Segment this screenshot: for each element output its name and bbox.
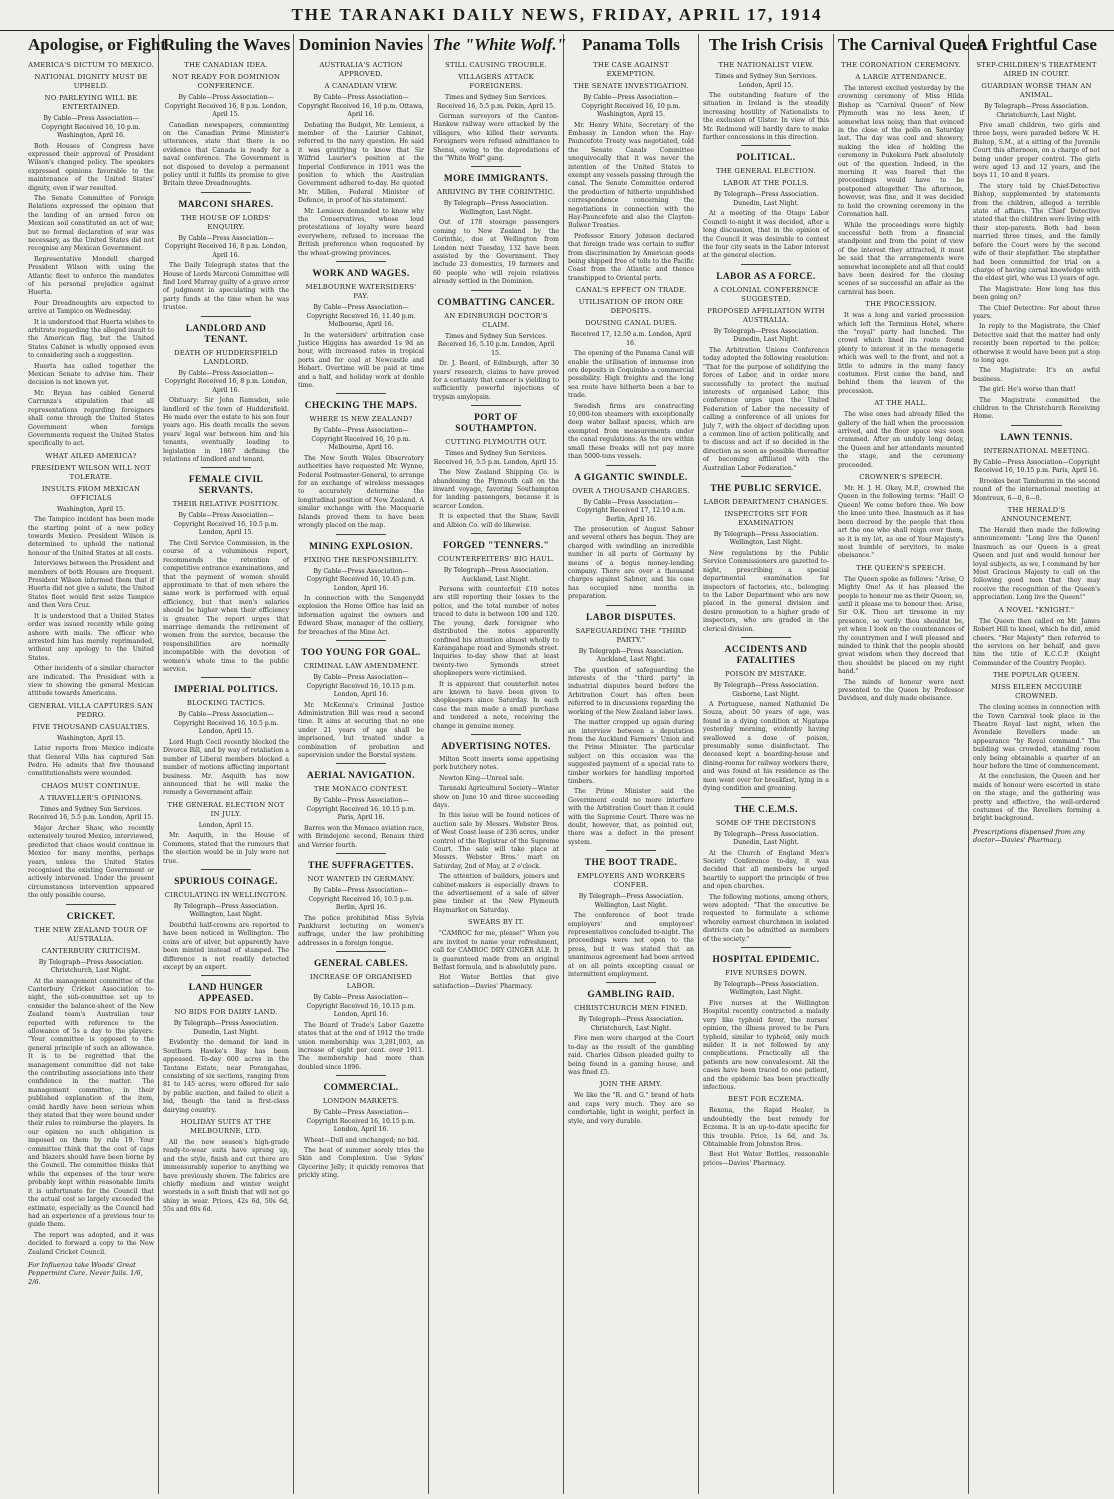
divider [606,982,656,983]
subheading: UTILISATION OF IRON ORE DEPOSITS. [578,298,684,316]
article-paragraph: The question of safeguarding the interests of the "third party" in industrial disputes heard before the Arbitration Court has often been referred to in discussions regarding the working of the New Zealand labor laws. [568,666,694,716]
article-paragraph: In the watersiders' arbitration case Justice Higgins has awarded 1s 9d an hour, with increased rates in tropical ports and for coal at Newcastle and Hobart. Overtime will be paid at time and a half, and holiday work at double time. [298,331,424,389]
section-heading: PORT OF SOUTHAMPTON. [455,413,537,435]
section-heading: A GIGANTIC SWINDLE. [574,472,688,483]
dateline: By Cable—Press Association—Copyright Received 16, 10.5 p.m. London, April 15. [173,512,279,537]
column-headline: Panama Tolls [582,35,680,54]
divider [201,869,251,870]
article-paragraph: The Magistrate: How long has this been going on? [973,285,1100,302]
subheading: NATIONAL DIGNITY MUST BE UPHELD. [34,73,148,90]
dateline: By Telegraph—Press Association. Dunedin, Last Night. [713,327,819,344]
divider [66,904,116,905]
section-heading: ACCIDENTS AND FATALITIES [724,645,808,667]
subheading: POISON BY MISTAKE. [725,670,807,679]
divider [741,145,791,146]
divider [741,476,791,477]
article-paragraph: It is apparent that counterfeit notes are known to have been given to shopkeepers since Saturday. In each case the man made a small purchase and tendered a note, receiving the change in genuine money. [433,680,559,730]
article-paragraph: Both Houses of Congress have expressed their approval of President Wilson's changed policy. The speakers expressed opinions favorable to the maintenance of the United States' dignity, even if war resulted. [28,142,154,192]
article-paragraph: Doubtful half-crowns are reported to have been noticed in Wellington. The coins are of silver, but apparently have been minted instead of stamped. The difference is not readily detected except by an expert. [163,921,289,971]
dateline: By Cable—Press Association—Copyright Received 16, 8 p.m. London, April 16. [164,369,288,394]
dateline: By Telegraph—Press Association. Dunedin, Last Night. [713,830,819,846]
article-paragraph: The Civil Service Commission, in the course of a voluminous report, recommends the retention of competitive entrance examinations, and that the payment of women should approximate to that of men where the same work is performed with equal efficiency, but that men's salaries should be higher when their efficiency is greater. The report urges that marriage demands the retirement of women from the service, because the responsibilities are normally incompatible with the devotion of women's whole time to the public service. [163,539,289,674]
article-paragraph: The girl: He's worse than that! [979,386,1076,394]
section-heading: CHECKING THE MAPS. [304,401,418,412]
subheading: FIVE NURSES DOWN. [725,968,807,977]
section-heading: COMMERCIAL. [323,1083,399,1094]
subheading: THE POPULAR QUEEN. [992,671,1081,680]
divider [741,264,791,265]
subheading: LONDON MARKETS. [322,1097,400,1106]
article-paragraph: The Queen then called on Mr. James Robert Hill to kneel, which he did, amid cheers. "Her Majesty" then referred to the services on her behalf, and gave him the title of K.C.C.P. (Knight Commander of the Country People). [973,617,1100,667]
dateline: Times and Sydney Sun Services. Received 16, 5.10 p.m. London, April 15. [437,332,555,357]
article-paragraph: At a meeting of the Otago Labor Council to-night it was decided, after a long discussion, that in the opinion of the Council it was desirable to contest the four city seats in the Labor interest at the general election. [703,210,829,260]
divider [336,640,386,641]
subheading: AT THE HALL. [874,399,928,408]
article-paragraph: Lord Hugh Cecil recently blocked the Divorce Bill, and by way of retaliation a number of Liberal members blocked a number of motions affecting important business. Mr. Asquith has now announced that he will make the remedy a Government affair. [163,738,289,797]
article-paragraph: Four Dreadnoughts are expected to arrive at Tampico on Wednesday. [28,299,154,316]
dateline: By Telegraph—Press Association. Wellington, Last Night. [173,902,279,919]
divider [201,467,251,468]
section-heading: GENERAL CABLES. [313,959,409,970]
subheading: CANAL'S EFFECT ON TRADE. [575,286,687,295]
column-headline: A Frightful Case [976,35,1097,54]
section-heading: MARCONI SHARES. [178,199,274,210]
divider [606,465,656,466]
subheading: WHAT AILED AMERICA? [45,451,137,460]
dateline: By Cable—Press Association—Copyright Received 16, 8 p.m. London, April 16. [164,234,288,259]
dateline: By Cable—Press Association—Copyright Received 16, 10.15 p.m. Paris, April 16. [973,458,1100,475]
subheading: THE NEW ZEALAND TOUR OF AUSTRALIA. [34,925,148,943]
article-paragraph: The matter cropped up again during an interview between a deputation from the Auckland Farmers' Union and the Prime Minister. The particular subject on this occasion was the suggested payment of a special rate to timber workers for handling imported timbers. [568,719,694,785]
section-heading: THE SUFFRAGETTES. [308,861,414,872]
article-paragraph: The minds of honour were next presented to the Queen by Professor Davidson, and duly made obeisance. [838,678,964,703]
section-heading: CRICKET. [66,911,116,922]
dateline: By Cable—Press Association—Copyright Received 16, 10.45 p.m. London, April 16. [306,567,416,592]
subheading: THE CASE AGAINST EXEMPTION. [593,61,669,78]
column-headline: Apologise, or Fight [28,35,167,54]
divider [471,166,521,167]
article-paragraph: Persons with counterfeit £10 notes are still reporting their losses to the police, and the total number of notes traced to date is between 100 and 120. The young, dark foreigner who distributed the notes apparently confined his attention almost wholly to Karangahape road and Symonds street. Inquiries to-day show that at least twenty-two Symonds street shopkeepers were victimised. [433,586,559,678]
dateline: Times and Sydney Sun Services. Received 16, 5.5 p.m. London, April 15. [433,450,559,466]
article-paragraph: "CAMROC for me, please!" When you are invited to name your refreshment, call for CAMROC DRY GINGER ALE. It is guaranteed made from an original Belfast formula, and is absolutely pure. [433,930,559,971]
section-heading: MORE IMMIGRANTS. [443,174,549,185]
article-paragraph: The Daily Telegraph states that the House of Lords Marconi Committee will find Lord Murray guilty of a grave error of judgment in speculating with the party funds at the time when he was trustee. [163,262,289,312]
article-paragraph: Mr. Asquith, in the House of Commons, stated that the rumours that the election would be in July were not true. [163,832,289,865]
advertisement: Prescriptions dispensed from any doctor—Davies' Pharmacy. [973,827,1086,845]
subheading: INSPECTORS SIT FOR EXAMINATION [724,509,808,527]
article-paragraph: Mr. McKenna's Criminal Justice Administration Bill was read a second time. It aims at securing that no one under 21 years of age shall be imprisoned, but treated under a combination of probation and supervision under the Borstal system. [298,701,424,759]
subheading: CANTERBURY CRITICISM. [41,946,141,955]
dateline: By Cable—Press Association—Copyright Received 16, 10.5 p.m. Berlin, April 16. [308,887,414,912]
column-4 [429,34,567,1494]
subheading: THEIR RELATIVE POSITION. [172,500,280,509]
article-paragraph: It is expected that the Shaw, Savill and Albion Co. will do likewise. [433,513,559,529]
subheading: THE CANADIAN IDEA. [184,61,268,69]
article-paragraph: Five men were charged at the Court to-day as the result of the gambling raid. Charles Gibson pleaded guilty to being found in a gaming house, and was fined £5. [568,1035,694,1077]
dateline: By Cable—Press Association—Copyright Received 16, 11.40 p.m. Melbourne, April 16. [306,304,416,328]
subheading: BEST FOR ECZEMA. [728,1095,804,1104]
subheading: PRESIDENT WILSON WILL NOT TOLERATE. [31,463,151,481]
article-paragraph: Milton Scott inserts some appetising pork butchery notes. [433,755,559,772]
dateline: By Cable—Press Association—Copyright Received 16, 10.15 p.m. Paris, April 16. [306,797,416,822]
article-paragraph: The opening of the Panama Canal will enable the utilisation of immense iron ore deposits in Coquimbo a commercial possibility. High freights and the long sea route have hitherto been a bar to trade. [568,350,694,400]
subheading: DEATH OF HUDDERSFIELD LANDLORD. [174,348,278,366]
article-paragraph: While the proceedings were highly successful both from a financial standpoint and from the point of view of the interest they attracted, it must be said that the arrangements were somewhat incomplete and all that could have been desired for the closing scenes of so successful an affair as the carnival has been. [838,221,964,296]
subheading: STILL CAUSING TROUBLE. [445,61,547,69]
dateline: By Cable—Press Association—Copyright Received 16, 8 p.m. London, April 15. [164,94,288,118]
dateline: By Cable—Press Association—Copyright Received 16, 10.15 p.m. London, April 16. [306,674,416,699]
masthead [0,0,1114,31]
dateline: By Cable—Press Association—Copyright Received 16, 10 p.m. Washington, April 15. [581,94,681,118]
subheading: HOLIDAY SUITS AT THE MELBOURNE, LTD. [180,1118,272,1135]
subheading: A NOVEL "KNIGHT." [998,605,1075,614]
section-heading: THE C.E.M.S. [734,804,798,815]
article-paragraph: The interest excited yesterday by the crowning ceremony of Miss Hilda Bishop as "Carnival Queen" of New Plymouth was no less keen, if somewhat less noisy, than that evinced in the close of the polls on Saturday last. The day was cool and showery, making the idea of holding the ceremony in Pukekura Park absolutely out of the question. Indeed, in the morning it was feared that the proceedings would have to be postponed altogether. The afternoon, however, was fine, and it was decided to hold the crowning ceremony in the Coronation hall. [838,85,964,219]
column-headline: The Irish Crisis [708,35,824,54]
subheading: LABOR AT THE POLLS. [723,179,809,188]
dateline: By Telegraph—Press Association. Christchurch, Last Night. [984,103,1089,119]
article-paragraph: Mr. H. J. H. Okey, M.P., crowned the Queen in the following terms: "Hail! O Queen! We come before thee. We bow the knee unto thee. Inasmuch as it has been decreed by the people that thou art the one who shall reign over them, so it is my lot, as one of Your Majesty's most humble of servitors, to make obeisance." [838,485,964,560]
column-headline: The "White Wolf." [433,35,567,54]
divider [336,951,386,952]
subheading: CRIMINAL LAW AMENDMENT. [303,662,419,671]
dateline: By Cable—Press Association—Copyright Received 17, 12.10 a.m. Berlin, April 16. [576,498,686,523]
column-headline: Ruling the Waves [163,35,291,54]
subheading: A COLONIAL CONFERENCE SUGGESTED. [713,285,819,303]
subheading: VILLAGERS ATTACK FOREIGNERS. [458,73,534,90]
article-paragraph: Evidently the demand for land in Southern Hawke's Bay has been appeased. To-day 600 acres in the Tautane Estate, near Porangahau, consisting of six sections, ranging from 81 to 145 acres, were offered for sale by public auction, and failed to elicit a bid, though the land is first-class dairying country. [163,1039,289,1114]
divider [471,405,521,406]
subheading: WHERE IS NEW ZEALAND? [309,415,413,424]
article-paragraph: Other incidents of a similar character are indicated. The President with a view to showing the general Mexican attitude towards Americans. [28,665,154,698]
advertisement: For Influenza take Woods' Great Peppermint Cure. Never fails. 1/6, 2/6. [28,1260,143,1286]
dateline: By Telegraph—Press Association. Christchurch, Last Night. [578,1016,684,1032]
divider [606,850,656,851]
subheading: CHAOS MUST CONTINUE. [41,781,141,790]
article-paragraph: The outstanding feature of the situation in Ireland is the steadily increasing hostility of Nationalists to the exclusion of Ulster. In view of this Mr. Redmond will hardly dare to make further concessions in this direction. [703,92,829,142]
article-paragraph: In this issue will be found notices of auction sale by Messrs. Webster Bros. of West Coast lease of 236 acres, under control of the Registrar of the Supreme Court. The sale will take place at Messrs. Webster Bros.' mart on Saturday, 2nd of May, at 2 o'clock. [433,812,559,870]
subheading: CHRISTCHURCH MEN FINED. [574,1004,688,1013]
subheading: INTERNATIONAL MEETING. [983,446,1090,455]
article-paragraph: German surveyors of the Canton-Hankow railway were attacked by the villagers, who killed their servants. Foreigners were refused admittance to Shensi, owing to the depredations of the "White Wolf" gang. [433,113,559,163]
dateline: By Cable—Press Association—Copyright Received 16, 10 p.m. Washington, April 16. [41,115,141,139]
subheading: THE HOUSE OF LORDS' ENQUIRY. [180,213,271,231]
article-paragraph: The Tampico incident has been made the starting point of a new policy towards Mexico. President Wilson is determined to uphold the national honour of the United States at all costs. [28,516,154,557]
subheading: FIVE THOUSAND CASUALTIES. [32,722,150,731]
subheading: INCREASE OF ORGANISED LABOR. [310,973,412,991]
section-heading: FORGED "TENNERS." [442,541,550,552]
subheading: SAFEGUARDING THE "THIRD PARTY." [575,626,687,644]
article-paragraph: At the Church of England Men's Society Conference to-day, it was decided that all members be urged heartily to support the principle of free and open churches. [703,849,829,891]
subheading: MISS EILEEN MCGUIRE CROWNED. [990,683,1083,701]
subheading: GUARDIAN WORSE THAN AN ANIMAL. [981,82,1092,99]
section-heading: THE BOOT TRADE. [584,858,678,869]
dateline: By Cable—Press Association—Copyright Received 16, 10 p.m. Melbourne, April 16. [311,427,411,452]
article-paragraph: Wheat—Dull and unchanged; no bid. [304,1136,420,1144]
article-paragraph: The Board of Trade's Labor Gazette states that at the end of 1912 the trade union membership was 3,281,003, an increase of eight per cent. over 1911. The membership had more than doubled since 1896. [298,1021,424,1071]
divider [201,316,251,317]
subheading: DOUSING CANAL DUES. [585,319,677,328]
dateline: Washington, April 15. [57,734,125,742]
article-paragraph: Newton King—Unreal sale. [439,774,525,782]
article-paragraph: At the management committee of the Canterbury Cricket Association to-night, the sub-committee set up to consider the balance-sheet of the New Zealand team's Australian tour reported with reference to the allowance of 5s a day to the players: "Your committee is opposed to the general principle of such an allowance. It is to be regretted that the management committee did not take the contributing associations into their confidence in the matter. The management committee, in their published explanation of the item, could hardly have been serious when they stated that they were bound under their rules to reimburse the players. In our opinion no such obligation is imposed on them by rule 19. Your committee think that the cost of caps and blazers should have been borne by the Council. The committee thinks that while the expenses of the tour were probably kept within reasonable limits it is unfortunate for the Council that the actual cost so largely exceeded the estimate, especially as the Council had had an experience of a previous tour to guide them. [28,977,154,1229]
subheading: CROWNER'S SPEECH. [859,473,943,482]
divider [741,637,791,638]
article-paragraph: We like the "R. and G." brand of hats and caps very much. They are so comfortable, light in weight, perfect in style, and very durable. [568,1092,694,1125]
subheading: CIRCULATING IN WELLINGTON. [164,890,288,899]
subheading: CUTTING PLYMOUTH OUT. [445,438,547,447]
columns-container [24,34,1106,1494]
article-paragraph: It is understood that Huerta wishes to arbitrate regarding the alleged insult to the American flag, but the United States Cabinet is wholly opposed even to considering such a suggestion. [28,318,154,360]
article-paragraph: New regulations by the Public Service Commissioners are gazetted to-night, prescribing a special departmental examination for inspectors of factories, etc., belonging to the Labor Department who are now placed in the general division and desire promotion to a higher grade of inspectors, who are graded in the clerical division. [703,549,829,633]
subheading: MELBOURNE WATERSIDERS' PAY. [305,283,417,300]
dateline: By Cable—Press Association—Copyright Received 16, 10 p.m. Ottawa, April 16. [298,94,424,118]
column-5 [564,34,699,1494]
divider [741,947,791,948]
divider [336,1075,386,1076]
subheading: BLOCKING TACTICS. [186,699,266,708]
subheading: COUNTERFEITERS' BIG HAUL. [437,555,555,564]
article-paragraph: The following motions, among others, were adopted: "That the executive be requested to formulate a scheme whereby earnest churchmen in isolated districts can be admitted as members of the society." [703,893,829,943]
dateline: By Cable—Press Association—Copyright Received 16, 10.15 p.m. London, April 16. [306,994,416,1019]
subheading: INSULTS FROM MEXICAN OFFICIALS [41,484,141,502]
article-paragraph: Best Hot Water Bottles, reasonable prices—Davies' Pharmacy. [703,1151,829,1167]
section-heading: TOO YOUNG FOR GOAL. [301,648,421,659]
article-paragraph: It was a long and varied procession which left the Terminus Hotel, where the "royal" party had lunched. The crowd which lined its route found plenty to interest it in the menagerie which was well to the front, and not a little to admire in the many fancy costumes. First came the band, and behind them the leaven of the procession. [838,312,964,395]
section-heading: SPURIOUS COINAGE. [174,876,278,887]
article-paragraph: Canadian newspapers, commenting on the Canadian Prime Minister's utterances, state that there is no evidence that Canada is ready for a naval conference. The Government is not disposed to develop a permanent policy until it fulfils its promise to give Britain three Dreadnoughts. [163,121,289,188]
subheading: NO PARLEYING WILL BE ENTERTAINED. [44,94,138,111]
article-paragraph: Taranaki Agricultural Society—Winter show on June 10 and three succeeding days. [433,785,559,809]
dateline: Times and Sydney Sun Services. Received 16, 5.5 p.m. Pekin, April 15. [436,94,556,110]
dateline: By Telegraph—Press Association. Auckland, Last Night. [443,567,549,583]
divider [201,975,251,976]
dateline: London, April 15. [198,821,254,829]
divider [1011,425,1062,426]
article-paragraph: Mr. Bryan has cabled General Carranza's stipulation that all representations regarding foreigners shall come through the United States Government when foreign Governments request the United States specifically to act. [28,389,154,448]
article-paragraph: The Herald then made the following announcement: "Long live the Queen! Inasmuch as our Queen is a great Queen and just and would honour her loyal subjects, as we, I command by her Most Gracious Majesty to call on the following good men that they may receive the recognition of the Queen's appreciation. Long live the Queen!" [973,527,1100,602]
dateline: Received 17, 12.50 a.m. London, April 16. [570,331,692,347]
section-heading: FEMALE CIVIL SERVANTS. [188,475,264,497]
section-heading: POLITICAL. [736,153,796,164]
divider [741,797,791,798]
column-headline: Dominion Navies [298,35,424,54]
article-paragraph: In connection with the Sengenydd explosion the Home Office has laid an information against the owners and Edward Shaw, manager of the colliery, for breaches of the Mine Act. [298,595,424,636]
dateline: By Telegraph—Press Association. Wellington, Last Night. [713,980,819,997]
subheading: THE GENERAL ELECTION. [716,167,816,176]
subheading: PROPOSED AFFILIATION WITH AUSTRALIA. [707,306,825,324]
article-paragraph: Interviews between the President and members of both Houses are frequent. President Wilson informed them that if Huerta did not give a salute, the United States fleet would first seize Tampico and then Vera Cruz. [28,560,154,610]
article-paragraph: The conference of boot trade employers' and employees' representatives concluded to-night. The proceedings were not open to the press, but it was stated that an unanimous agreement had been arrived at on all points excepting casual or intermittent employment. [568,912,694,979]
section-heading: LAWN TENNIS. [1000,432,1073,443]
article-paragraph: A Portuguese, named Nathaniel De Souza, about 50 years of age, was found in a dying condition at Ngatapa yesterday morning, evidently having swallowed a dose of poison, presumably some disinfectant. The deceased kept a boarding-house and dining-rooms for railway workers there, and was found at his residence as the men went over for breakfast, lying in a dying condition and groaning. [703,701,829,793]
dateline: By Telegraph—Press Association. Wellington, Last Night. [578,893,684,909]
section-heading: LABOR AS A FORCE. [716,271,816,282]
article-paragraph: Mr. Lemieux demanded to know why the Conservatives, whose loud protestations of loyalty were heard everywhere, refused to increase the British preference when requested by the wheat-growing provinces. [298,207,424,257]
subheading: A TRAVELLER'S OPINIONS. [39,793,143,802]
divider [336,261,386,262]
article-paragraph: The attention of builders, joiners and cabinet-makers is especially drawn to the advertisement of a sale of silver pine timber at the New Plymouth Haymarket on Saturday. [433,873,559,914]
dateline: Times and Sydney Sun Services. Received 16, 5.5 p.m. London, April 15. [28,805,154,822]
article-paragraph: Debating the Budget, Mr. Lemieux, a member of the Laurier Cabinet, referred to the navy question. He said it was gratifying to know that Sir Wilfrid Laurier's position at the Imperial Conference in 1911 was the position to which the Australian Government adhered to-day. He quoted Mr. Millen, Federal Minister of Defence, in proof of his statement. [298,121,424,205]
subheading: FIXING THE RESPONSIBILITY. [303,555,419,564]
article-paragraph: At the conclusion, the Queen and her maids of honour were escorted in state on the stage, and the gathering was pretty and effective, the well-ordered costumes of the Revellers forming a bright background. [973,773,1100,823]
subheading: GENERAL VILLA CAPTURES SAN PEDRO. [28,701,154,719]
column-3 [294,34,429,1494]
subheading: LABOR DEPARTMENT CHANGES. [703,497,829,506]
section-heading: MINING EXPLOSION. [309,541,413,552]
dateline: By Telegraph—Press Association. Auckland, Last Night. [578,647,684,664]
article-paragraph: The report was adopted, and it was decided to forward a copy to the New Zealand Cricket Council. [28,1231,154,1256]
article-paragraph: The prosecution of August Sabner and several others has begun. They are charged with swindling an incredible number in all parts of Germany by means of a bogus money-lending company. There are over a thousand charges against Sabner, and his case has occupied nine months in preparation. [568,526,694,601]
article-paragraph: It is understood that a United States order was issued recently while going ashore with mails. The officer who arrested him has merely reprimanded, without any apology to the United States. [28,612,154,662]
article-paragraph: The New South Wales Observatory authorities have requested Mr. Wynne, Federal Postmaster-General, to arrange for an exchange of wireless messages to accurately determine the longitudinal position of New Zealand. A similar exchange with the Macquarie Islands proved them to have been wrongly placed on the map. [298,454,424,530]
section-heading: LANDLORD AND TENANT. [185,323,267,345]
section-heading: COMBATTING CANCER. [437,297,555,308]
article-paragraph: Brookes beat Tamburini in the second round of the international meeting at Montreux, 6—0, 6—0. [973,477,1100,502]
section-heading: GAMBLING RAID. [587,990,675,1001]
column-7 [834,34,987,1494]
article-paragraph: Rexona, the Rapid Healer, is undoubtedly the best remedy for Eczema. It is an up-to-date specific for this trouble. Price, 1s 6d, and 3s. Obtainable from Johnston Bros. [703,1107,829,1149]
subheading: SWEARS BY IT. [468,918,524,927]
section-heading: IMPERIAL POLITICS. [173,685,279,696]
article-paragraph: Dr. J. Beard, of Edinburgh, after 30 years' research, claims to have proved for a certainty that cancer is yielding to sufficiently powerful injections of trypsin amylopsin. [433,360,559,401]
subheading: THE NATIONALIST VIEW. [718,61,814,69]
section-heading: THE PUBLIC SERVICE. [710,483,822,494]
divider [471,533,521,534]
divider [201,192,251,193]
article-paragraph: The Magistrate committed the children to the Christchurch Receiving Home. [973,396,1100,421]
dateline: By Cable—Press Association—Copyright Received 16, 10.5 p.m. London, April 15. [173,711,279,736]
subheading: THE CORONATION CEREMONY. [841,61,961,69]
article-paragraph: The New Zealand Shipping Co. is abandoning the Plymouth call on the inward voyage, favoring Southampton for landing passengers, because it is scarcer London. [433,469,559,510]
divider [201,677,251,678]
article-paragraph: The Prime Minister said the Government could no more interfere with the Arbitration Court than it could with the Supreme Court. There was no doubt, however, that, as pointed out, there was a defect in the present system. [568,788,694,846]
article-paragraph: Five small children, two girls and three boys, were paraded before W. H. Bishop, S.M., at a sitting of the Juvenile Court this afternoon, on a charge of not being under proper control. The girls were aged 13 and 12 years, and the boys 11, 10 and 8 years. [973,122,1100,180]
column-6 [699,34,834,1494]
dateline: Times and Sydney Sun Services. London, April 15. [715,73,817,89]
divider [471,734,521,735]
subheading: A CANADIAN VIEW. [324,82,398,90]
article-paragraph: Five nurses at the Wellington Hospital recently contracted a malady very like typhoid fever, the nurses' opinion, the illness proved to be Para typhoid, similar to typhoid, only much milder. It is not followed by any complications. Practically all the patients are now convalescent. All the cases have been traced to one patient, and the epidemic has been practically infectious. [703,999,829,1092]
article-paragraph: The story told by Chief-Detective Bishop, supplemented by statements from the children, alleged a terrible state of affairs. The Chief Detective stated that the children were living with their step-parents. Both had been married three times, and the family before the Court were by the second wife of their stepfather. The stepfather had been committed for trial on a charge of having carnal knowledge with the eldest girl, who was 13 years of age. [973,182,1100,283]
subheading: NOT WANTED IN GERMANY. [307,875,415,884]
dateline: Washington, April 15. [57,505,125,513]
article-paragraph: Later reports from Mexico indicate that General Villa has captured San Pedro. He admits that five thousand constitutionalists were wounded. [28,745,154,778]
dateline: By Telegraph—Press Association. Dunedin, Last Night. [713,191,819,207]
subheading: THE SENATE INVESTIGATION. [573,82,689,90]
article-paragraph: The Senate Committee of Foreign Relations expressed the opinion that the landing of an armed force on Mexican soil constituted an act of war, but no formal declaration of war was necessary, as the United States did not recognise any Mexican Government. [28,194,154,253]
article-paragraph: The police prohibited Miss Sylvia Pankhurst lecturing on women's suffrage, under the law prohibiting addresses in a foreign tongue. [298,914,424,947]
article-paragraph: The Magistrate: It's an awful business. [973,367,1100,383]
subheading: EMPLOYERS AND WORKERS CONFER. [576,872,686,890]
article-paragraph: The Chief Detective: For about three years. [973,304,1100,320]
subheading: AUSTRALIA'S ACTION APPROVED. [319,61,403,78]
subheading: THE MONACO CONTEST. [313,785,409,794]
article-paragraph: The wise ones had already filled the gallery of the hall when the procession arrived, and the floor space was soon crammed. After an unduly long delay, the Queen and her attendants mounted the stage, and the ceremony proceeded. [838,411,964,469]
dateline: By Telegraph—Press Association. Gisborne, Last Night. [713,682,819,698]
article-paragraph: In reply to the Magistrate, the Chief Detective said that the matter had only recently been reported to the police; otherwise it would have been put a stop to long ago. [973,323,1100,364]
divider [336,393,386,394]
subheading: JOIN THE ARMY. [599,1080,663,1089]
subheading: SOME OF THE DECISIONS [715,818,817,827]
article-paragraph: Obituary: Sir John Ramsden, sole landlord of the town of Huddersfield. He made over the estate to his son four years ago. His death recalls the seven years' legal war between him and his tenants, eventually leading to legislation in 1867 defining the relations of landlord and tenant. [163,397,289,464]
article-paragraph: Major Archer Shaw, who recently extensively toured Mexico, interviewed, predicted that chaos would continue in Mexico for many months, perhaps years, unless the United States recognised the existing Government or actively intervened. Under the present circumstances intervention appeared the only possible course. [28,824,154,900]
section-heading: AERIAL NAVIGATION. [307,771,415,782]
subheading: NO BIDS FOR DAIRY LAND. [174,1008,278,1017]
article-paragraph: Representative Mondell charged President Wilson with using the Atlantic fleet to enforce the mandates of his personal prejudice against Huerta. [28,255,154,297]
divider [606,605,656,606]
article-paragraph: Barros won the Monaco aviation race, with Brindejonc second, Renaux third and Verrier fourth. [298,824,424,849]
divider [336,763,386,764]
section-heading: WORK AND WAGES. [312,269,410,279]
subheading: AMERICA'S DICTUM TO MEXICO. [28,61,154,69]
subheading: NOT READY FOR DOMINION CONFERENCE. [171,73,281,90]
dateline: By Telegraph—Press Association. Dunedin, Last Night. [173,1020,279,1036]
article-paragraph: The heat of summer sorely tries the Skin and Complexion. Use Sykes' Glycerine Jelly; it quickly removes that prickly sting. [298,1147,424,1180]
divider [336,534,386,535]
subheading: AN EDINBURGH DOCTOR'S CLAIM. [444,311,548,329]
article-paragraph: The Queen spoke as follows: "Arise, O Mighty One! As it has pleased the people to honour me as their Queen, so, until it please me to honour thee. Arise, Sir O.K. Thou art tiresome in my presence, so verily thou shouldst be, yet when I look on the countenances of thy countrymen and I well pleased and minded to think that the people should great wisdom when they decreed that thou shouldst be placed on my right hand." [838,575,964,676]
subheading: OVER A THOUSAND CHARGES. [572,486,690,495]
article-paragraph: Professor Emory Johnson declared that foreign trade was certain to suffer from discrimination by American goods being shipped free of tolls to the Pacific Coast from the Atlantic and thence transhipped to Oriental ports. [568,232,694,282]
masthead-title: THE TARANAKI DAILY NEWS, FRIDAY, APRIL 17, 1914 [291,5,823,24]
subheading: THE HERALD'S ANNOUNCEMENT. [1001,506,1072,524]
article-paragraph: Swedish firms are constructing 10,000-ton steamers with exceptionally deep water ballast spaces, which are exempted from measurements under the canal regulations. As the ore within small these freaks will not pay more than 5000-tons vessels. [568,402,694,461]
section-heading: LAND HUNGER APPEASED. [188,983,264,1005]
subheading: ARRIVING BY THE CORINTHIC. [436,188,556,197]
dateline: By Telegraph—Press Association. Christchurch, Last Night. [38,958,144,975]
dateline: By Telegraph—Press Association. Wellington, Last Night. [443,200,549,216]
subheading: THE PROCESSION. [865,300,937,309]
dateline: By Cable—Press Association—Copyright Received 16, 10.15 p.m. London, April 16. [306,1109,416,1134]
dateline: By Telegraph—Press Association. Wellington, Last Night. [713,530,819,547]
column-1 [24,34,167,1494]
section-heading: HOSPITAL EPIDEMIC. [712,954,820,965]
divider [336,853,386,854]
column-8 [969,34,1104,1494]
column-2 [159,34,294,1494]
column-headline: The Carnival Queen [838,35,987,54]
subheading: A LARGE ATTENDANCE. [855,73,947,81]
article-paragraph: Out of 178 steerage passengers coming to New Zealand by the Corinthic, due at Wellington from London next Tuesday, 132 have been assisted by the Government. They include 23 domestics, 19 farmers and 60 people who will rejoin relatives already settled in the Dominion. [433,219,559,286]
subheading: THE GENERAL ELECTION NOT IN JULY. [167,800,285,818]
article-paragraph: All the new season's high-grade ready-to-wear suits have sprung up, and the style, finish and cut there are immeasurably superior to anything we have previously shown. The fabrics are chiefly medium and winter weight worsteds in a soft finish that will not go shiny in wear. Prices, 42s 6d, 50s 6d, 55s and 60s 6d. [163,1139,289,1214]
section-heading: ADVERTISING NOTES. [441,741,551,752]
section-heading: LABOR DISPUTES. [586,612,676,623]
subheading: STEP-CHILDREN'S TREATMENT AIRED IN COURT. [976,61,1097,78]
article-paragraph: The Arbitration Unions Conference today adopted the following resolution: "That for the purpose of solidifying the forces of Labor, and in order more successfully to protect the mutual interests of organised Labor, this conference urges upon the United Federation of Labor the necessity of calling a conference of all unions for July 7, with the object of deciding upon a common line of action politically, and to discuss and act if so decided in the direction as soon as possible thereafter of becoming affiliated with the Australian Labor Federation." [703,346,829,472]
article-paragraph: Mr. Henry White, Secretary of the Embassy in London when the Hay-Pauncefote Treaty was negotiated, told the Senate Canals Committee unequivocally that it was never the intention of the United States to exempt any vessels passing through the canal. The Senate Committee ordered the production of hitherto unpublished correspondence concerning the negotiations in connection with the Hay-Pauncefote and also the Clayton-Bulwer Treaties. [568,121,694,230]
subheading: THE QUEEN'S SPEECH. [856,563,946,572]
divider [471,290,521,291]
article-paragraph: The closing scenes in connection with the Town Carnival took place in the Theatre Royal last night, when the Avondale Revellers made an appearance "by Royal command." The building was crowded, standing room only being obtainable a quarter of an hour before the time of commencement. [973,704,1100,770]
article-paragraph: Huerta has called together the Mexican Senate to advise him. Their decision is not known yet. [28,362,154,387]
article-paragraph: Hot Water Bottles that give satisfaction—Davies' Pharmacy. [433,974,559,990]
